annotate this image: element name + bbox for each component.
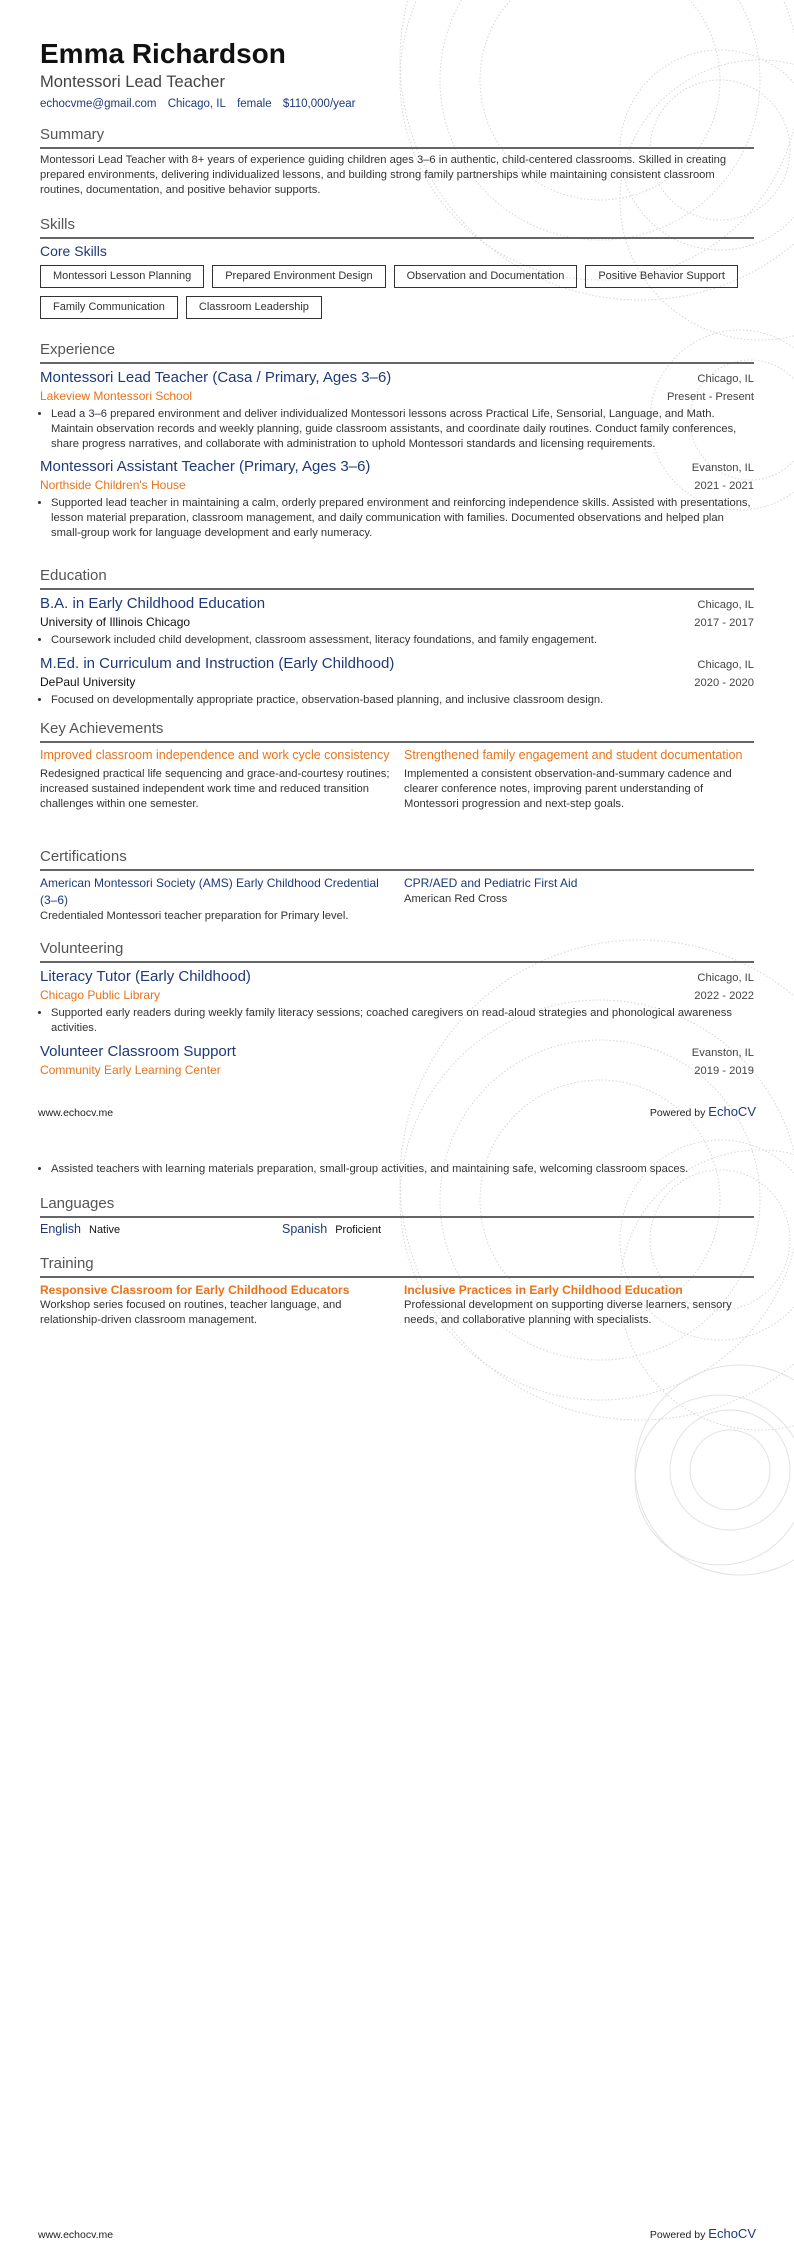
section-heading: Education bbox=[40, 567, 754, 590]
job-bullet: • Supported lead teacher in maintaining a calm, orderly prepared environment and reinforcing independence skills. Assisted with presentations, lesson material preparation, classroom management, and daily communication with families. Documented observations and helped plan small-group work for language development and early numeracy. bbox=[51, 496, 754, 540]
experience-section bbox=[40, 341, 754, 547]
contact-location: Chicago, IL bbox=[167, 98, 226, 110]
training-item bbox=[40, 1282, 390, 1328]
experience-entry bbox=[40, 368, 754, 451]
skill-chip: Observation and Documentation bbox=[394, 265, 578, 288]
powered-by-label: Powered by bbox=[649, 2229, 706, 2241]
training-title: Responsive Classroom for Early Childhood Educators bbox=[40, 1283, 350, 1297]
achievement-item bbox=[404, 747, 754, 811]
language-level: Native bbox=[89, 1224, 121, 1236]
education-dates: 2020 - 2020 bbox=[694, 676, 754, 689]
job-dates: Present - Present bbox=[666, 391, 754, 403]
education-entry bbox=[40, 594, 754, 648]
school-location: Chicago, IL bbox=[697, 658, 754, 671]
brand-logo: EchoCV bbox=[708, 1104, 756, 1119]
resume-header bbox=[40, 38, 754, 110]
section-heading: Certifications bbox=[40, 848, 754, 871]
language-name: Spanish bbox=[282, 1222, 328, 1236]
training-text: Professional development on supporting diverse learners, sensory needs, and collaborative planning with specialists. bbox=[404, 1299, 732, 1326]
section-heading: Training bbox=[40, 1255, 754, 1278]
contact-salary: $110,000/year bbox=[282, 98, 356, 110]
language-item bbox=[40, 1222, 282, 1236]
achievements-section bbox=[40, 720, 754, 811]
volunteer-entry bbox=[40, 967, 754, 1036]
language-list bbox=[40, 1222, 754, 1236]
certification-item bbox=[404, 875, 754, 924]
footer-site-link[interactable]: www.echocv.me bbox=[38, 2229, 114, 2241]
job-title: Montessori Assistant Teacher (Primary, Ages 3–6) bbox=[40, 458, 371, 476]
certification-item bbox=[40, 875, 390, 924]
skill-list bbox=[40, 265, 754, 319]
training-section bbox=[40, 1255, 754, 1328]
volunteer-role: Volunteer Classroom Support bbox=[40, 1042, 236, 1060]
candidate-name: Emma Richardson bbox=[40, 38, 286, 69]
volunteer-dates: 2022 - 2022 bbox=[694, 990, 754, 1002]
languages-section bbox=[40, 1195, 754, 1236]
skill-group-title: Core Skills bbox=[40, 243, 107, 259]
job-dates: 2021 - 2021 bbox=[694, 480, 754, 493]
training-text: Workshop series focused on routines, teacher language, and relationship-driven classroom management. bbox=[40, 1299, 342, 1326]
certification-title: American Montessori Society (AMS) Early Childhood Credential (3–6) bbox=[40, 876, 379, 907]
contact-gender: female bbox=[237, 98, 272, 110]
page-footer bbox=[38, 2226, 756, 2241]
volunteer-location: Evanston, IL bbox=[691, 1046, 754, 1059]
language-name: English bbox=[40, 1222, 81, 1236]
school-location: Chicago, IL bbox=[697, 599, 754, 611]
volunteer-bullet: • Supported early readers during weekly family literacy sessions; coached caregivers on read-aloud strategies and phonological awareness activities. bbox=[51, 1006, 754, 1036]
education-section bbox=[40, 567, 754, 714]
powered-by-label: Powered by bbox=[649, 1107, 706, 1119]
volunteer-dates: 2019 - 2019 bbox=[694, 1064, 754, 1077]
skill-chip: Prepared Environment Design bbox=[212, 265, 385, 288]
achievement-title: Strengthened family engagement and student documentation bbox=[404, 748, 743, 762]
job-location: Chicago, IL bbox=[697, 373, 754, 385]
footer-powered-by bbox=[650, 2226, 756, 2241]
degree-title: M.Ed. in Curriculum and Instruction (Early Childhood) bbox=[40, 654, 395, 672]
certification-issuer: American Red Cross bbox=[404, 893, 508, 905]
certification-title: CPR/AED and Pediatric First Aid bbox=[404, 876, 578, 890]
volunteer-org: Community Early Learning Center bbox=[40, 1062, 221, 1077]
language-level: Proficient bbox=[335, 1224, 382, 1236]
job-bullet: • Lead a 3–6 prepared environment and deliver individualized Montessori lessons across Practical Life, Sensorial, Language, and Math. Maintain observation records and weekly planning, guide classroom assistants, and coordinate daily routines. Conduct family conferences, share progress narratives, and collaborate with administration to uphold Montessori standards and licensing requirements. bbox=[51, 407, 754, 451]
training-title: Inclusive Practices in Early Childhood Education bbox=[404, 1283, 683, 1297]
training-item bbox=[404, 1282, 754, 1328]
page-footer bbox=[38, 1104, 756, 1119]
brand-logo: EchoCV bbox=[708, 2226, 756, 2241]
volunteer-role: Literacy Tutor (Early Childhood) bbox=[40, 968, 251, 985]
volunteer-org: Chicago Public Library bbox=[40, 988, 161, 1002]
job-location: Evanston, IL bbox=[691, 462, 754, 475]
section-heading: Summary bbox=[40, 126, 754, 149]
candidate-title: Montessori Lead Teacher bbox=[40, 73, 225, 91]
skill-chip: Family Communication bbox=[40, 296, 178, 319]
summary-text: Montessori Lead Teacher with 8+ years of experience guiding children ages 3–6 in authentic, child-centered classrooms. Skilled in creating prepared environments, delivering individualized lessons, and building strong family partnerships while maintaining consistent classroom routines, documentation, and positive behavior supports. bbox=[40, 154, 727, 196]
language-item bbox=[282, 1222, 381, 1236]
education-dates: 2017 - 2017 bbox=[694, 617, 754, 629]
summary-section bbox=[40, 126, 754, 197]
school-name: DePaul University bbox=[40, 674, 136, 689]
volunteer-location: Chicago, IL bbox=[697, 972, 754, 984]
education-bullet: • Focused on developmentally appropriate practice, observation-based planning, and inclusive classroom design. bbox=[51, 693, 754, 708]
footer-powered-by bbox=[650, 1104, 756, 1119]
skill-chip: Classroom Leadership bbox=[186, 296, 322, 319]
education-entry bbox=[40, 654, 754, 708]
volunteering-section bbox=[40, 940, 754, 1085]
company-name: Northside Children's House bbox=[40, 478, 186, 493]
skills-section bbox=[40, 216, 754, 319]
volunteer-bullet: • Assisted teachers with learning materials preparation, small-group activities, and maintaining safe, welcoming classroom spaces. bbox=[51, 1162, 754, 1177]
volunteer-entry bbox=[40, 1042, 754, 1079]
skill-chip: Positive Behavior Support bbox=[585, 265, 738, 288]
school-name: University of Illinois Chicago bbox=[40, 615, 191, 629]
section-heading: Experience bbox=[40, 341, 754, 364]
footer-site-link[interactable]: www.echocv.me bbox=[38, 1107, 114, 1119]
certifications-section bbox=[40, 848, 754, 924]
achievement-text: Redesigned practical life sequencing and grace-and-courtesy routines; increased sustained independent work time and reduced transition challenges within one semester. bbox=[40, 768, 390, 810]
achievement-title: Improved classroom independence and work cycle consistency bbox=[40, 748, 390, 762]
education-bullet: • Coursework included child development, classroom assessment, literacy foundations, and family engagement. bbox=[51, 633, 754, 648]
job-title: Montessori Lead Teacher (Casa / Primary, Ages 3–6) bbox=[40, 369, 392, 386]
contact-email[interactable]: echocvme@gmail.com bbox=[40, 98, 157, 110]
achievement-text: Implemented a consistent observation-and-summary cadence and clearer conference notes, improving parent understanding of Montessori progression and next-step goals. bbox=[404, 768, 732, 810]
contact-line bbox=[40, 98, 754, 110]
section-heading: Skills bbox=[40, 216, 754, 239]
section-heading: Key Achievements bbox=[40, 720, 754, 743]
degree-title: B.A. in Early Childhood Education bbox=[40, 595, 266, 612]
certification-text: Credentialed Montessori teacher preparation for Primary level. bbox=[40, 910, 349, 922]
skill-chip: Montessori Lesson Planning bbox=[40, 265, 204, 288]
section-heading: Languages bbox=[40, 1195, 754, 1218]
achievement-item bbox=[40, 747, 390, 811]
experience-entry bbox=[40, 457, 754, 540]
volunteer-continued bbox=[40, 1160, 754, 1181]
company-name: Lakeview Montessori School bbox=[40, 389, 193, 403]
section-heading: Volunteering bbox=[40, 940, 754, 963]
